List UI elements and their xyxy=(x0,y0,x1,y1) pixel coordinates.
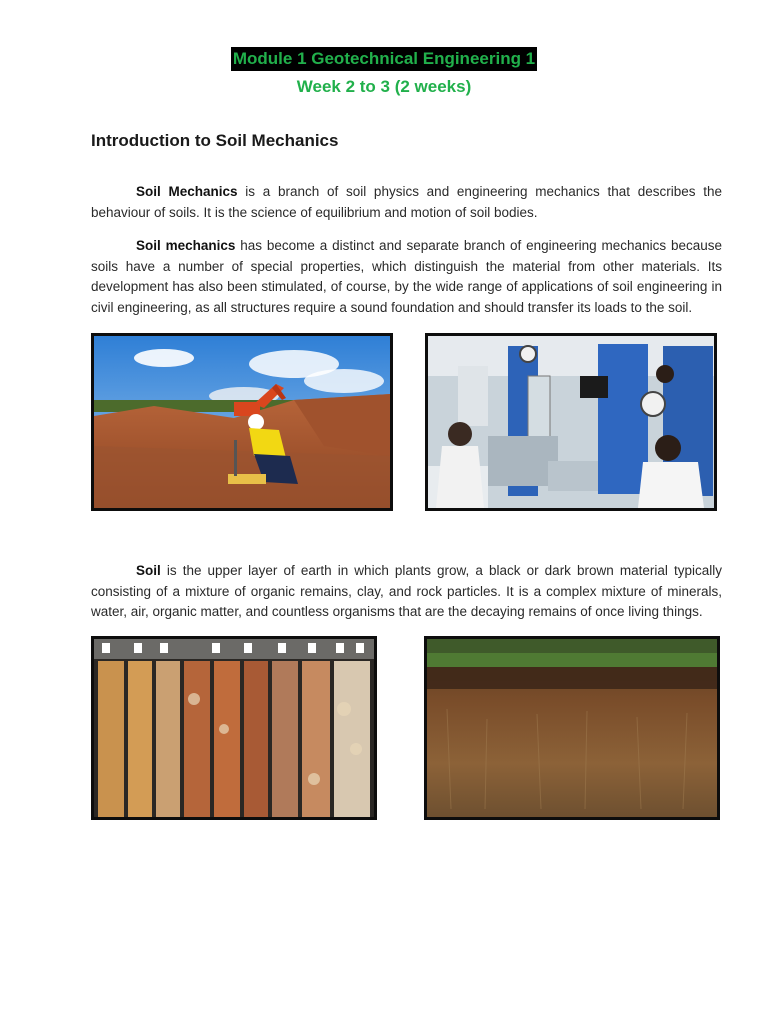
field-testing-image xyxy=(94,336,390,508)
paragraph-text: is the upper layer of earth in which plants grow, a black or dark brown material typically consisting of a mixture of organic remains, clay, and rock particles. It is a complex mixture of minerals, water, air, organic matter, and countless organisms that are the decaying remains of once living things. xyxy=(91,563,722,619)
term-soil: Soil xyxy=(136,563,161,578)
paragraph-soil-mechanics-branch xyxy=(91,236,722,318)
paragraph-text: has become a distinct and separate branch of engineering mechanics because soils have a number of special properties, which distinguish the material from other materials. Its development has also been stimulated, of course, by the wide range of applications of soil engineering in civil engineering, as all structures require a sound foundation and should transfer its loads to the soil. xyxy=(91,238,722,315)
photo-soil-core-samples xyxy=(91,636,377,820)
paragraph-soil-definition xyxy=(91,561,722,623)
photo-soil-profile xyxy=(424,636,720,820)
photo-field-soil-testing xyxy=(91,333,393,511)
soil-profile-image xyxy=(427,639,717,817)
section-heading: Introduction to Soil Mechanics xyxy=(91,131,339,150)
term-soil-mechanics-2: Soil mechanics xyxy=(136,238,236,253)
term-soil-mechanics: Soil Mechanics xyxy=(136,184,238,199)
photo-soil-laboratory xyxy=(425,333,717,511)
week-title: Week 2 to 3 (2 weeks) xyxy=(296,77,472,96)
laboratory-image xyxy=(428,336,714,508)
paragraph-text: is a branch of soil physics and engineering mechanics that describes the behaviour of soils. It is the science of equilibrium and motion of soil bodies. xyxy=(91,184,722,220)
module-title xyxy=(0,47,768,71)
soil-core-samples-image xyxy=(94,639,374,817)
module-title-text: Module 1 Geotechnical Engineering 1 xyxy=(231,47,537,71)
paragraph-soil-mechanics-definition xyxy=(91,182,722,223)
